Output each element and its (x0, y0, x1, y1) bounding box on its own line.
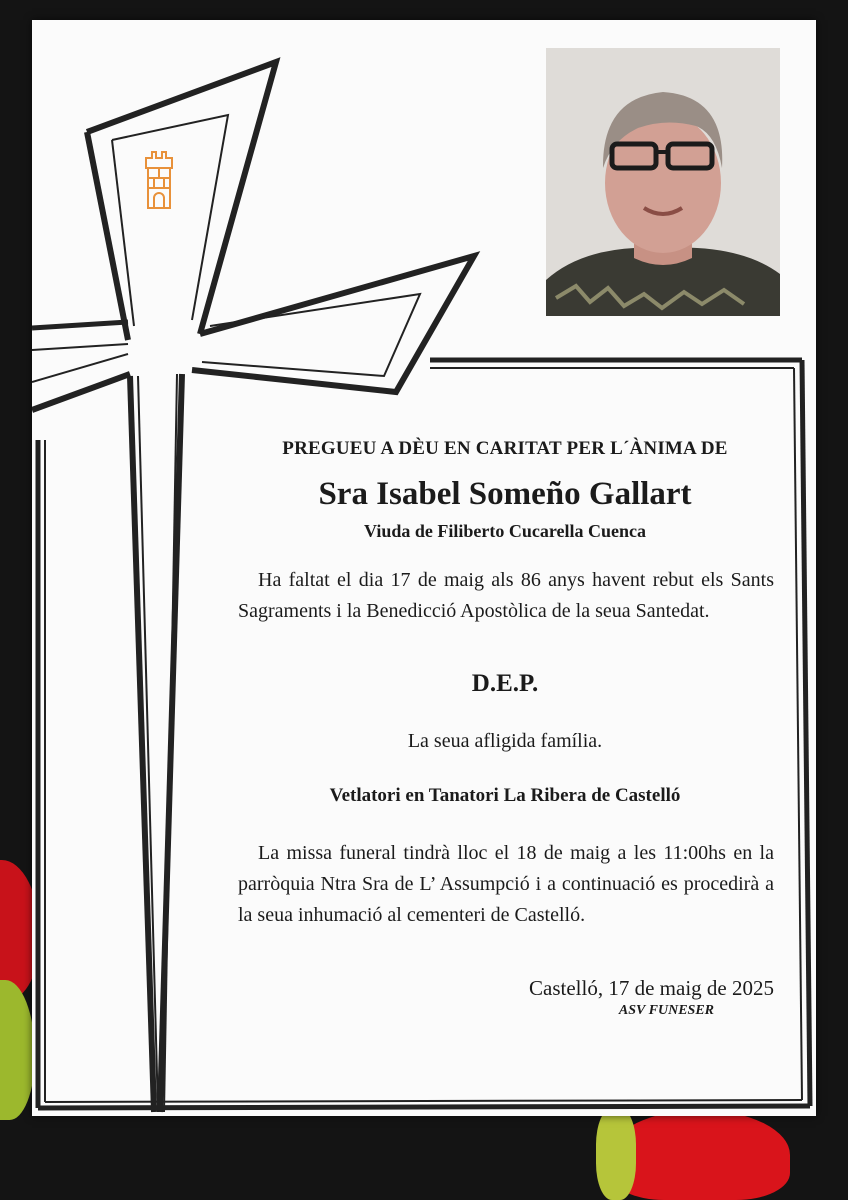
vigil-line: Vetlatori en Tanatori La Ribera de Castelló (329, 785, 681, 806)
portrait-photo (546, 48, 780, 316)
prayer-heading: PREGUEU A DÈU EN CARITAT PER L´ÀNIMA DE (282, 438, 728, 459)
death-paragraph: Ha faltat el dia 17 de maig als 86 anys havent rebut els Sants Sagraments i la Benedicció Apostòlica de la seua Santedat. (238, 569, 774, 622)
deceased-name: Sra Isabel Someño Gallart (318, 476, 692, 512)
rip-abbreviation: D.E.P. (471, 670, 539, 697)
place-date: Castelló, 17 de maig de 2025 (529, 976, 774, 1000)
funeral-agency: ASV FUNESER (618, 1003, 714, 1018)
green-leaf-left (0, 980, 35, 1120)
widow-line: Viuda de Filiberto Cucarella Cuenca (364, 521, 646, 541)
green-leaf-bottom-right (596, 1108, 636, 1200)
red-flower-bottom-right (610, 1110, 790, 1200)
funeral-paragraph: La missa funeral tindrà lloc el 18 de maig a les 11:00hs en la parròquia Ntra Sra de L’ Assumpció i a continuació es procedirà a la seua inhumació al cementeri de Castelló. (238, 842, 774, 926)
family-line: La seua afligida família. (407, 730, 603, 752)
tower-emblem-icon (140, 148, 178, 212)
obituary-card (32, 20, 816, 1116)
